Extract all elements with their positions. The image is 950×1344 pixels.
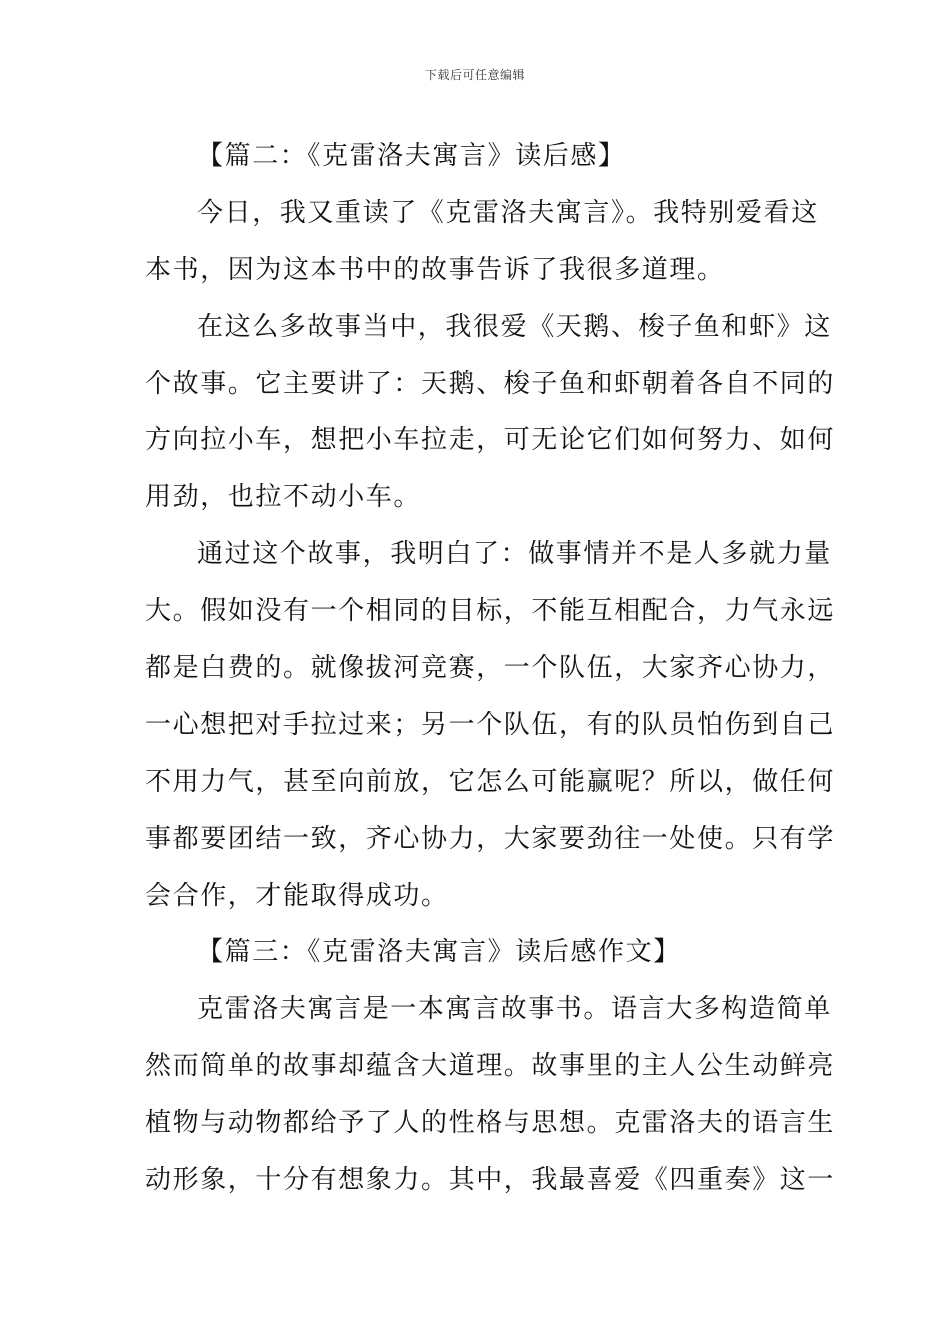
paragraph-line: 事都要团结一致，齐心协力，大家要劲往一处使。只有学 — [145, 823, 836, 854]
paragraph-line: 通过这个故事，我明白了：做事情并不是人多就力量 — [197, 539, 832, 570]
paragraph-line: 大。假如没有一个相同的目标，不能互相配合，力气永远 — [145, 596, 836, 627]
paragraph-line: 会合作，才能取得成功。 — [145, 880, 449, 911]
paragraph-line: 今日，我又重读了《克雷洛夫寓言》。我特别爱看这 — [197, 197, 819, 228]
section-heading-2: 【篇二：《克雷洛夫寓言》读后感】 — [197, 141, 626, 171]
paragraph-line: 然而简单的故事却蕴含大道理。故事里的主人公生动鲜亮 — [145, 1051, 836, 1082]
page-header-note: 下载后可任意编辑 — [424, 68, 525, 82]
paragraph-line: 克雷洛夫寓言是一本寓言故事书。语言大多构造简单 — [197, 994, 832, 1025]
paragraph-line: 一心想把对手拉过来；另一个队伍，有的队员怕伤到自己 — [145, 709, 836, 740]
paragraph-line: 都是白费的。就像拔河竞赛，一个队伍，大家齐心协力， — [145, 653, 836, 684]
paragraph-line: 动形象，十分有想象力。其中，我最喜爱《四重奏》这一 — [145, 1165, 836, 1196]
paragraph-line: 植物与动物都给予了人的性格与思想。克雷洛夫的语言生 — [145, 1108, 836, 1139]
paragraph-line: 不用力气，甚至向前放，它怎么可能赢呢？所以，做任何 — [145, 766, 836, 797]
section-heading-3: 【篇三：《克雷洛夫寓言》读后感作文】 — [197, 937, 681, 968]
paragraph-line: 在这么多故事当中，我很爱《天鹅、梭子鱼和虾》这 — [197, 311, 832, 342]
paragraph-line: 本书，因为这本书中的故事告诉了我很多道理。 — [145, 254, 725, 285]
paragraph-line: 个故事。它主要讲了：天鹅、梭子鱼和虾朝着各自不同的 — [145, 368, 836, 399]
paragraph-line: 用劲，也拉不动小车。 — [145, 482, 422, 513]
paragraph-line: 方向拉小车，想把小车拉走，可无论它们如何努力、如何 — [145, 425, 836, 456]
document-body — [145, 128, 836, 1209]
